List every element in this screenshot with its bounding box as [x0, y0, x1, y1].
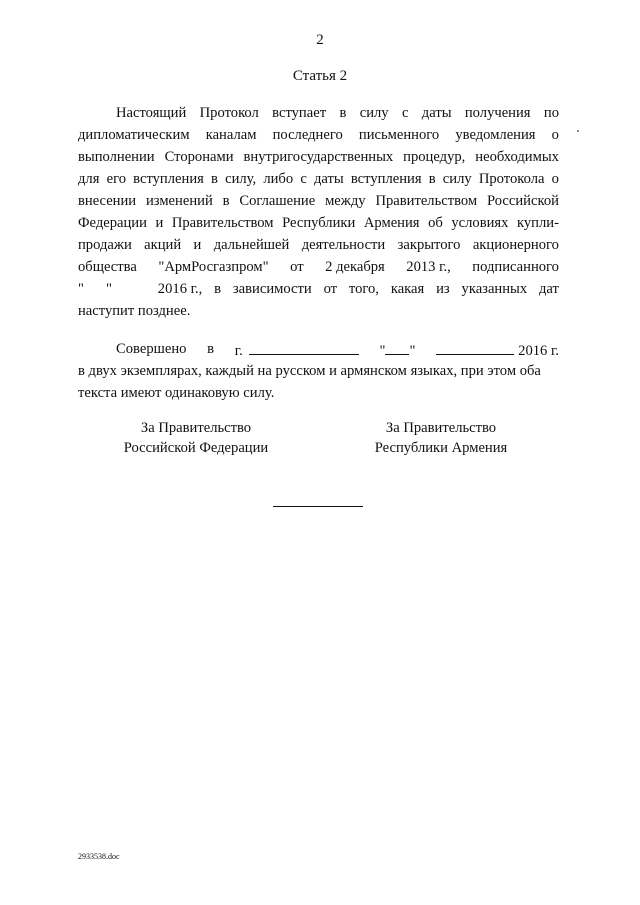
end-rule	[273, 506, 363, 507]
word: купли-	[516, 215, 559, 231]
word: изменений	[145, 193, 213, 209]
word: условиях	[451, 215, 509, 231]
paragraph-line	[78, 258, 559, 277]
day-field	[380, 340, 416, 361]
word: Протокола	[478, 171, 545, 187]
paragraph-line	[78, 170, 559, 189]
scan-mark	[577, 130, 579, 132]
paragraph-line	[78, 280, 559, 299]
word: необходимых	[475, 149, 559, 165]
word: 2016 г.	[518, 343, 559, 359]
word: его	[106, 171, 126, 187]
word: внутригосударственных	[243, 149, 394, 165]
word: в	[428, 171, 436, 187]
word: о	[551, 171, 559, 187]
word: вступает	[272, 105, 327, 121]
word: Протокол	[199, 105, 259, 121]
word: г.	[234, 343, 243, 359]
word: о	[551, 127, 559, 143]
word: Соглашение	[239, 193, 316, 209]
paragraph-line	[78, 104, 559, 123]
word: выполнении	[78, 149, 155, 165]
word: "АрмРосгазпром"	[158, 259, 269, 275]
paragraph-line	[78, 148, 559, 167]
word: Правительством	[375, 193, 478, 209]
month-year-field	[436, 340, 559, 361]
word: силу,	[225, 171, 257, 187]
place-field	[235, 340, 359, 361]
word: между	[325, 193, 366, 209]
month-blank-line	[436, 340, 514, 355]
word: в	[339, 105, 347, 121]
word: в	[207, 341, 215, 357]
word: 2 декабря	[325, 259, 385, 275]
article-title: Статья 2	[292, 68, 348, 84]
word: деятельности	[301, 237, 386, 253]
done-at-line	[78, 340, 559, 361]
word: указанных	[461, 281, 528, 297]
word: для	[78, 171, 100, 187]
word: Совершено	[116, 341, 187, 357]
word: получения	[464, 105, 531, 121]
paragraph-line	[78, 126, 559, 145]
paragraph-line	[78, 192, 559, 211]
word: из	[436, 281, 450, 297]
word: каналам	[205, 127, 257, 143]
signature-label: За Правительство	[140, 420, 252, 436]
word: того,	[348, 281, 379, 297]
word: уведомления	[455, 127, 536, 143]
word: последнего	[272, 127, 343, 143]
quote-mark: "	[105, 281, 112, 297]
word: Российской	[487, 193, 559, 209]
signature-block-russia	[116, 418, 276, 458]
signature-block-armenia	[366, 418, 516, 458]
word: Федерации	[78, 215, 147, 231]
word: силу	[442, 171, 472, 187]
word: с	[300, 171, 307, 187]
word: процедур,	[403, 149, 466, 165]
word: письменного	[358, 127, 440, 143]
word: силу	[359, 105, 389, 121]
quote-mark: "	[78, 281, 84, 297]
word: закрытого	[397, 237, 461, 253]
word: об	[428, 215, 443, 231]
quote-mark: "	[379, 343, 386, 359]
word: в	[211, 171, 218, 187]
footer-document-ref: 2933538.doc	[78, 852, 120, 861]
done-at-line-3: текста имеют одинаковую силу.	[78, 385, 275, 401]
word: от	[290, 259, 304, 275]
word: от	[323, 281, 338, 297]
done-at-line-2: в двух экземплярах, каждый на русском и армянском языках, при этом оба	[78, 363, 541, 379]
signing-date-blank	[78, 280, 146, 299]
place-blank-line	[249, 340, 359, 355]
word: Республики	[282, 215, 356, 231]
signature-country: Российской Федерации	[123, 440, 269, 456]
paragraph-line	[78, 236, 559, 255]
word: в	[214, 281, 222, 297]
word: дипломатическим	[78, 127, 190, 143]
word: вступления	[133, 171, 204, 187]
signature-country: Республики Армения	[374, 440, 508, 456]
word: акций	[144, 237, 182, 253]
word: какая	[390, 281, 425, 297]
paragraph-last-line: наступит позднее.	[78, 303, 191, 319]
word: с	[401, 105, 409, 121]
word: и	[193, 237, 202, 253]
word: Правительством	[171, 215, 274, 231]
word: дат	[539, 281, 559, 297]
word: Сторонами	[164, 149, 234, 165]
word: 2016 г.,	[157, 281, 203, 297]
word: в	[222, 193, 230, 209]
word: дальнейшей	[213, 237, 290, 253]
word: либо	[263, 171, 294, 187]
word: акционерного	[472, 237, 559, 253]
word: даты	[421, 105, 452, 121]
word: общества	[78, 259, 137, 275]
word: вступления	[350, 171, 422, 187]
page-number: 2	[316, 32, 324, 48]
paragraph-line	[78, 214, 559, 233]
day-blank-line	[385, 340, 409, 355]
signature-label: За Правительство	[385, 420, 497, 436]
word: по	[543, 105, 559, 121]
word: даты	[313, 171, 344, 187]
word: и	[155, 215, 164, 231]
word: Армения	[363, 215, 420, 231]
word: подписанного	[472, 259, 559, 275]
word: зависимости	[232, 281, 312, 297]
word: Настоящий	[116, 105, 187, 121]
word: продажи	[78, 237, 132, 253]
word: 2013 г.,	[406, 259, 451, 275]
quote-mark: "	[409, 343, 416, 359]
word: внесении	[78, 193, 137, 209]
